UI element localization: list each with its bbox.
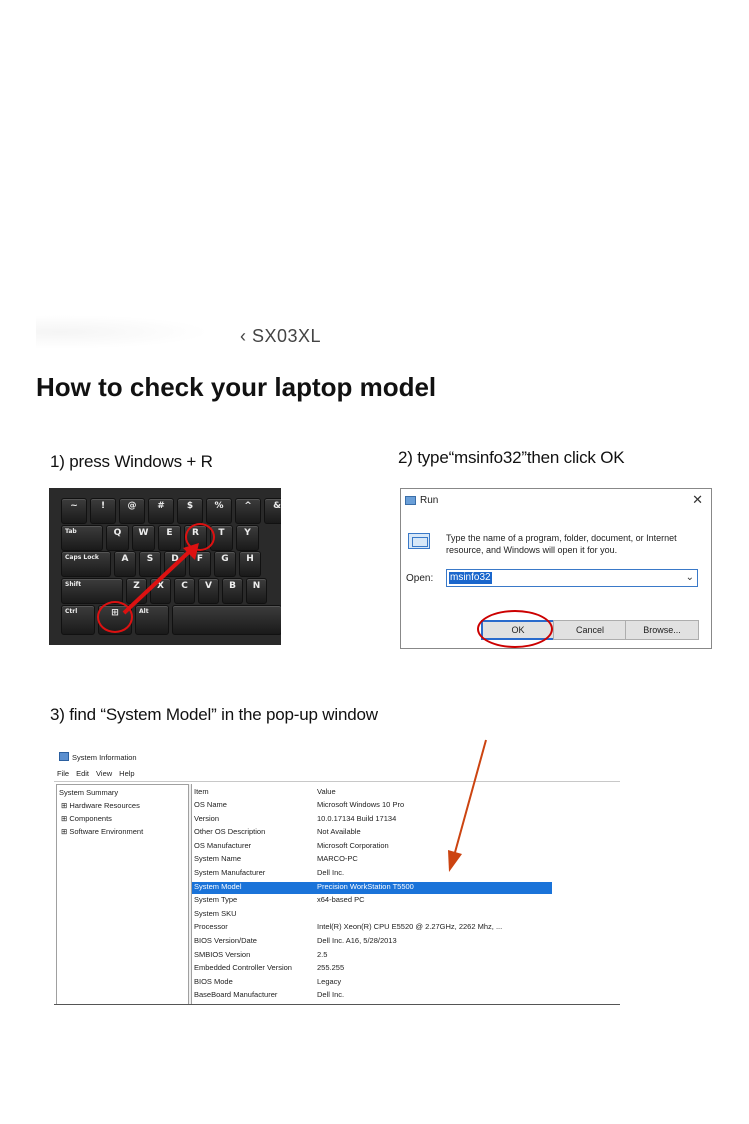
table-cell-value[interactable]: Microsoft Windows 10 Pro [317, 800, 405, 809]
run-dialog [400, 488, 712, 649]
table-cell-item[interactable]: System Name [194, 854, 242, 864]
table-cell-item[interactable]: System SKU [194, 908, 237, 918]
table-cell-value[interactable]: MARCO-PC [317, 854, 358, 864]
run-window-icon [408, 533, 430, 549]
page-title: How to check your laptop model [36, 372, 437, 402]
key: $ [177, 498, 203, 524]
table-cell-value[interactable]: Precision WorkStation T5500 [317, 881, 414, 891]
tree-item-software-environment[interactable] [61, 827, 143, 836]
blurred-logo [36, 312, 236, 352]
run-title: Run [420, 495, 439, 506]
keyboard-image [49, 488, 281, 645]
tree-item-system-summary[interactable]: System Summary [59, 788, 119, 797]
key: ^ [235, 498, 261, 524]
table-cell-item[interactable]: SMBIOS Version [194, 949, 251, 959]
open-input[interactable] [446, 569, 698, 587]
key: Q [106, 525, 129, 551]
expand-icon[interactable]: ⊞ [61, 814, 70, 823]
chevron-down-icon[interactable]: ⌄ [685, 572, 694, 583]
key: T [210, 525, 233, 551]
tree-label: Hardware Resources [69, 801, 140, 810]
ok-highlight-circle [477, 610, 553, 648]
close-icon[interactable]: ✕ [692, 492, 703, 507]
menu-bar [57, 769, 135, 778]
arrow-annotation-icon [440, 738, 490, 878]
table-cell-value[interactable]: Dell Inc. A16, 5/28/2013 [317, 936, 397, 945]
category-tree [56, 784, 188, 1005]
table-cell-item[interactable]: System Model [194, 881, 242, 891]
key: W [132, 525, 155, 551]
table-cell-item[interactable]: System Type [194, 895, 238, 905]
column-header-item[interactable]: Item [194, 787, 209, 796]
table-cell-value[interactable]: 255.255 [317, 963, 345, 973]
run-app-icon [405, 496, 416, 505]
key: G [214, 551, 236, 577]
step-3-label: 3) find “System Model” in the pop-up window [50, 705, 378, 724]
key: S [139, 551, 161, 577]
open-input-value: msinfo32 [450, 572, 491, 583]
key: Y [236, 525, 259, 551]
key: H [239, 551, 261, 577]
key: E [158, 525, 181, 551]
table-cell-item[interactable]: Processor [194, 922, 228, 932]
browse-button[interactable]: Browse... [625, 620, 699, 640]
table-cell-value[interactable]: 2.5 [317, 949, 328, 959]
table-cell-item[interactable]: BIOS Version/Date [194, 936, 257, 945]
menu-help[interactable]: Help [119, 769, 135, 778]
table-cell-item[interactable]: Other OS Description [194, 827, 266, 837]
table-cell-item[interactable]: Version [194, 813, 220, 823]
key-alt: Alt [135, 605, 169, 635]
table-cell-item[interactable]: BaseBoard Manufacturer [194, 990, 278, 1000]
column-header-value[interactable]: Value [317, 787, 336, 796]
tree-item-hardware-resources[interactable] [61, 801, 140, 810]
plus-arrow-icon [49, 488, 281, 645]
key: & [264, 498, 281, 524]
key: V [198, 578, 219, 604]
key: Z [126, 578, 147, 604]
key-ctrl: Ctrl [61, 605, 95, 635]
step-2-label: 2) type“msinfo32”then click OK [398, 448, 625, 467]
key: X [150, 578, 171, 604]
key: D [164, 551, 186, 577]
table-cell-item[interactable]: System Manufacturer [194, 868, 266, 877]
table-cell-value[interactable]: Not Available [317, 827, 361, 837]
table-cell-value[interactable]: Dell Inc. [317, 990, 345, 1000]
table-cell-item[interactable]: BIOS Mode [194, 976, 233, 986]
run-titlebar [401, 489, 711, 513]
details-table [192, 784, 620, 1005]
key: ~ [61, 498, 87, 524]
key-r: R [184, 525, 207, 551]
tree-label: Software Environment [69, 827, 144, 836]
run-description: Type the name of a program, folder, document, or Internet resource, and Windows will open it for you. [446, 533, 677, 555]
expand-icon[interactable]: ⊞ [61, 801, 70, 810]
cancel-button[interactable]: Cancel [553, 620, 627, 640]
divider [54, 781, 620, 782]
menu-view[interactable]: View [96, 769, 113, 778]
table-cell-value[interactable]: Microsoft Corporation [317, 840, 389, 850]
window-title: System Information [72, 753, 137, 762]
system-info-icon [59, 752, 69, 761]
menu-edit[interactable]: Edit [76, 769, 90, 778]
system-information-window [50, 746, 620, 1005]
table-cell-item[interactable]: Embedded Controller Version [194, 963, 292, 973]
key: ! [90, 498, 116, 524]
table-cell-value[interactable]: Dell Inc. [317, 868, 345, 877]
key: C [174, 578, 195, 604]
key-caps-lock: Caps Lock [61, 551, 111, 577]
key: A [114, 551, 136, 577]
table-cell-item[interactable]: OS Manufacturer [194, 840, 252, 850]
table-cell-value[interactable]: Legacy [317, 976, 342, 986]
key: N [246, 578, 267, 604]
divider [54, 1004, 620, 1005]
table-cell-value[interactable]: Intel(R) Xeon(R) CPU E5520 @ 2.27GHz, 2262 Mhz, ... [317, 922, 503, 932]
table-cell-value[interactable]: 10.0.17134 Build 17134 [317, 813, 397, 823]
open-label: Open: [406, 573, 434, 584]
menu-file[interactable]: File [57, 769, 70, 778]
model-code: ‹ SX03XL [240, 326, 322, 346]
step-1-label: 1) press Windows + R [50, 452, 213, 471]
tree-label: Components [69, 814, 112, 823]
ok-button[interactable]: OK [481, 620, 555, 640]
table-cell-value[interactable]: x64-based PC [317, 895, 365, 905]
key: # [148, 498, 174, 524]
key: % [206, 498, 232, 524]
key: @ [119, 498, 145, 524]
key-shift: Shift [61, 578, 123, 604]
tree-item-components[interactable] [61, 814, 112, 823]
expand-icon[interactable]: ⊞ [61, 827, 70, 836]
windows-key-icon: ⊞ [98, 605, 132, 635]
key-tab: Tab [61, 525, 103, 551]
key: B [222, 578, 243, 604]
table-cell-item[interactable]: OS Name [194, 800, 227, 809]
key: F [189, 551, 211, 577]
